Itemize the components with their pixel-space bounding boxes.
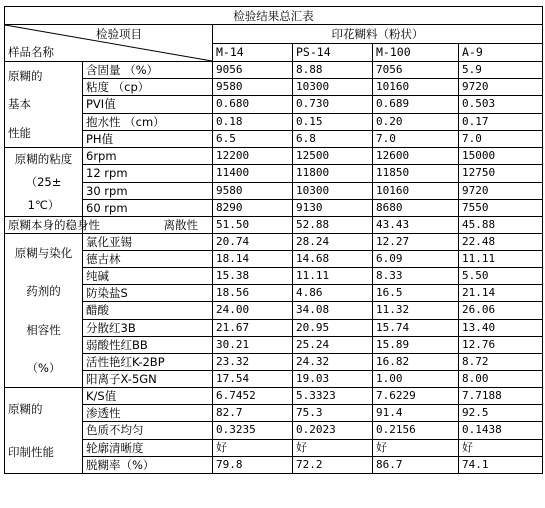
value-cell: 16.5 (373, 285, 459, 302)
value-cell: 24.32 (293, 353, 373, 370)
category-label (5, 148, 82, 216)
value-cell: 好 (459, 439, 543, 456)
value-cell: 8.00 (459, 370, 543, 387)
value-cell: 20.95 (293, 319, 373, 336)
value-cell: 25.24 (293, 336, 373, 353)
item-cell: 阳离子X-5GN (83, 370, 213, 387)
value-cell: 74.1 (459, 456, 543, 473)
category-label (5, 234, 82, 387)
item-cell: 轮廓清晰度 (83, 439, 213, 456)
value-cell: 86.7 (373, 456, 459, 473)
item-cell: PH值 (83, 130, 213, 147)
category-cell: 原糊本身的稳身性 (5, 217, 83, 234)
value-cell: 5.9 (459, 62, 543, 79)
results-table (4, 6, 543, 474)
value-cell: 43.43 (373, 217, 459, 234)
value-cell: 0.18 (213, 113, 293, 130)
item-cell: K/S值 (83, 388, 213, 405)
value-cell: 14.68 (293, 251, 373, 268)
value-cell: 6.5 (213, 130, 293, 147)
table-row (5, 148, 543, 165)
category-line: 相容性 (26, 322, 61, 337)
value-cell: 10160 (373, 79, 459, 96)
value-cell: 7.0 (459, 130, 543, 147)
value-cell: 11.11 (459, 251, 543, 268)
value-cell: 8.72 (459, 353, 543, 370)
sample-header: M-100 (373, 43, 459, 62)
table-row (5, 62, 543, 79)
sample-header: PS-14 (293, 43, 373, 62)
value-cell: 9130 (293, 199, 373, 216)
item-cell: 防染盐S (83, 285, 213, 302)
table-row (5, 302, 543, 319)
item-cell: 粘度 （cp） (83, 79, 213, 96)
value-cell: 0.17 (459, 113, 543, 130)
value-cell: 8.33 (373, 268, 459, 285)
value-cell: 0.689 (373, 96, 459, 113)
category-line: 基本 (8, 97, 31, 112)
value-cell: 52.88 (293, 217, 373, 234)
category-line: 1℃） (27, 197, 60, 212)
category-line: 原糊的粘度 (14, 152, 73, 167)
name-label: 样品名称 (8, 45, 54, 59)
table-row (5, 285, 543, 302)
value-cell: 75.3 (293, 405, 373, 422)
value-cell: 22.48 (459, 234, 543, 251)
value-cell: 0.20 (373, 113, 459, 130)
value-cell: 9580 (213, 79, 293, 96)
value-cell: 82.7 (213, 405, 293, 422)
value-cell: 0.730 (293, 96, 373, 113)
value-cell: 13.40 (459, 319, 543, 336)
value-cell: 19.03 (293, 370, 373, 387)
value-cell: 6.7452 (213, 388, 293, 405)
item-cell: 12 rpm (83, 165, 213, 182)
category-label (5, 62, 82, 147)
table-row (5, 130, 543, 147)
table-row (5, 422, 543, 439)
value-cell: 0.15 (293, 113, 373, 130)
item-cell: 德古林 (83, 251, 213, 268)
value-cell: 24.00 (213, 302, 293, 319)
value-cell: 8680 (373, 199, 459, 216)
item-cell: 渗透性 (83, 405, 213, 422)
value-cell: 18.14 (213, 251, 293, 268)
table-row (5, 268, 543, 285)
category-cell (5, 234, 83, 388)
category-line: 原糊与染化 (14, 246, 73, 261)
value-cell: 30.21 (213, 336, 293, 353)
category-cell (5, 62, 83, 148)
category-line: 性能 (8, 125, 31, 140)
value-cell: 11.11 (293, 268, 373, 285)
item-cell: 活性艳红K-2BP (83, 353, 213, 370)
value-cell: 11800 (293, 165, 373, 182)
value-cell: 28.24 (293, 234, 373, 251)
value-cell: 79.8 (213, 456, 293, 473)
value-cell: 12.27 (373, 234, 459, 251)
table-row (5, 319, 543, 336)
value-cell: 11.32 (373, 302, 459, 319)
value-cell: 12600 (373, 148, 459, 165)
item-cell: 60 rpm (83, 199, 213, 216)
value-cell: 51.50 (213, 217, 293, 234)
item-cell: 色质不均匀 (83, 422, 213, 439)
table-row (5, 336, 543, 353)
value-cell: 好 (213, 439, 293, 456)
item-cell: 离散性 (83, 217, 213, 234)
value-cell: 91.4 (373, 405, 459, 422)
value-cell: 6.8 (293, 130, 373, 147)
value-cell: 15.38 (213, 268, 293, 285)
table-title: 检验结果总汇表 (5, 7, 543, 25)
table-row (5, 456, 543, 473)
item-cell: 脱糊率（%） (83, 456, 213, 473)
value-cell: 10300 (293, 79, 373, 96)
value-cell: 10300 (293, 182, 373, 199)
item-cell: 抱水性 （cm） (83, 113, 213, 130)
value-cell: 5.50 (459, 268, 543, 285)
value-cell: 21.14 (459, 285, 543, 302)
table-row (5, 251, 543, 268)
item-cell: 氯化亚锡 (83, 234, 213, 251)
value-cell: 17.54 (213, 370, 293, 387)
value-cell: 9720 (459, 182, 543, 199)
table-row (5, 96, 543, 113)
value-cell: 9056 (213, 62, 293, 79)
value-cell: 8290 (213, 199, 293, 216)
value-cell: 16.82 (373, 353, 459, 370)
value-cell: 6.09 (373, 251, 459, 268)
category-line: （%） (26, 360, 61, 375)
table-row (5, 234, 543, 251)
value-cell: 26.06 (459, 302, 543, 319)
header-row (5, 25, 543, 44)
category-line: 原糊的 (8, 69, 43, 84)
value-cell: 12500 (293, 148, 373, 165)
category-line: （25± (25, 174, 62, 189)
value-cell: 18.56 (213, 285, 293, 302)
value-cell: 0.680 (213, 96, 293, 113)
value-cell: 12.76 (459, 336, 543, 353)
category-cell (5, 388, 83, 474)
value-cell: 11400 (213, 165, 293, 182)
group-header: 印花糊料（粉状） (213, 25, 543, 44)
table-row (5, 165, 543, 182)
category-line: 原糊的 (8, 402, 43, 417)
value-cell: 72.2 (293, 456, 373, 473)
value-cell: 好 (293, 439, 373, 456)
value-cell: 0.2156 (373, 422, 459, 439)
value-cell: 5.3323 (293, 388, 373, 405)
value-cell: 23.32 (213, 353, 293, 370)
value-cell: 0.2023 (293, 422, 373, 439)
item-cell: 含固量 （%） (83, 62, 213, 79)
value-cell: 0.1438 (459, 422, 543, 439)
table-row (5, 405, 543, 422)
table-row (5, 439, 543, 456)
item-cell: 分散红3B (83, 319, 213, 336)
value-cell: 7.6229 (373, 388, 459, 405)
table-row (5, 370, 543, 387)
value-cell: 12200 (213, 148, 293, 165)
value-cell: 9720 (459, 79, 543, 96)
item-label: 检验项目 (96, 27, 142, 41)
value-cell: 45.88 (459, 217, 543, 234)
value-cell: 好 (373, 439, 459, 456)
value-cell: 4.86 (293, 285, 373, 302)
value-cell: 7.0 (373, 130, 459, 147)
table-row (5, 182, 543, 199)
title-row (5, 7, 543, 25)
value-cell: 1.00 (373, 370, 459, 387)
table-row (5, 353, 543, 370)
value-cell: 12750 (459, 165, 543, 182)
item-cell: 30 rpm (83, 182, 213, 199)
value-cell: 11850 (373, 165, 459, 182)
item-cell: 弱酸性红BB (83, 336, 213, 353)
value-cell: 15.74 (373, 319, 459, 336)
value-cell: 0.503 (459, 96, 543, 113)
value-cell: 7056 (373, 62, 459, 79)
value-cell: 7550 (459, 199, 543, 216)
table-row (5, 79, 543, 96)
sample-header: M-14 (213, 43, 293, 62)
value-cell: 15000 (459, 148, 543, 165)
item-cell: 醋酸 (83, 302, 213, 319)
value-cell: 9580 (213, 182, 293, 199)
category-line: 印制性能 (8, 444, 54, 459)
value-cell: 7.7188 (459, 388, 543, 405)
category-cell (5, 148, 83, 217)
header-diagonal-cell (5, 25, 213, 62)
category-label (5, 388, 82, 473)
value-cell: 10160 (373, 182, 459, 199)
value-cell: 20.74 (213, 234, 293, 251)
item-cell: 纯碱 (83, 268, 213, 285)
table-row (5, 199, 543, 216)
value-cell: 21.67 (213, 319, 293, 336)
table-row (5, 113, 543, 130)
value-cell: 15.89 (373, 336, 459, 353)
table-row (5, 217, 543, 234)
item-cell: PVI值 (83, 96, 213, 113)
category-line: 药剂的 (26, 284, 61, 299)
value-cell: 92.5 (459, 405, 543, 422)
value-cell: 8.88 (293, 62, 373, 79)
value-cell: 0.3235 (213, 422, 293, 439)
value-cell: 34.08 (293, 302, 373, 319)
sample-header: A-9 (459, 43, 543, 62)
item-cell: 6rpm (83, 148, 213, 165)
table-row (5, 388, 543, 405)
